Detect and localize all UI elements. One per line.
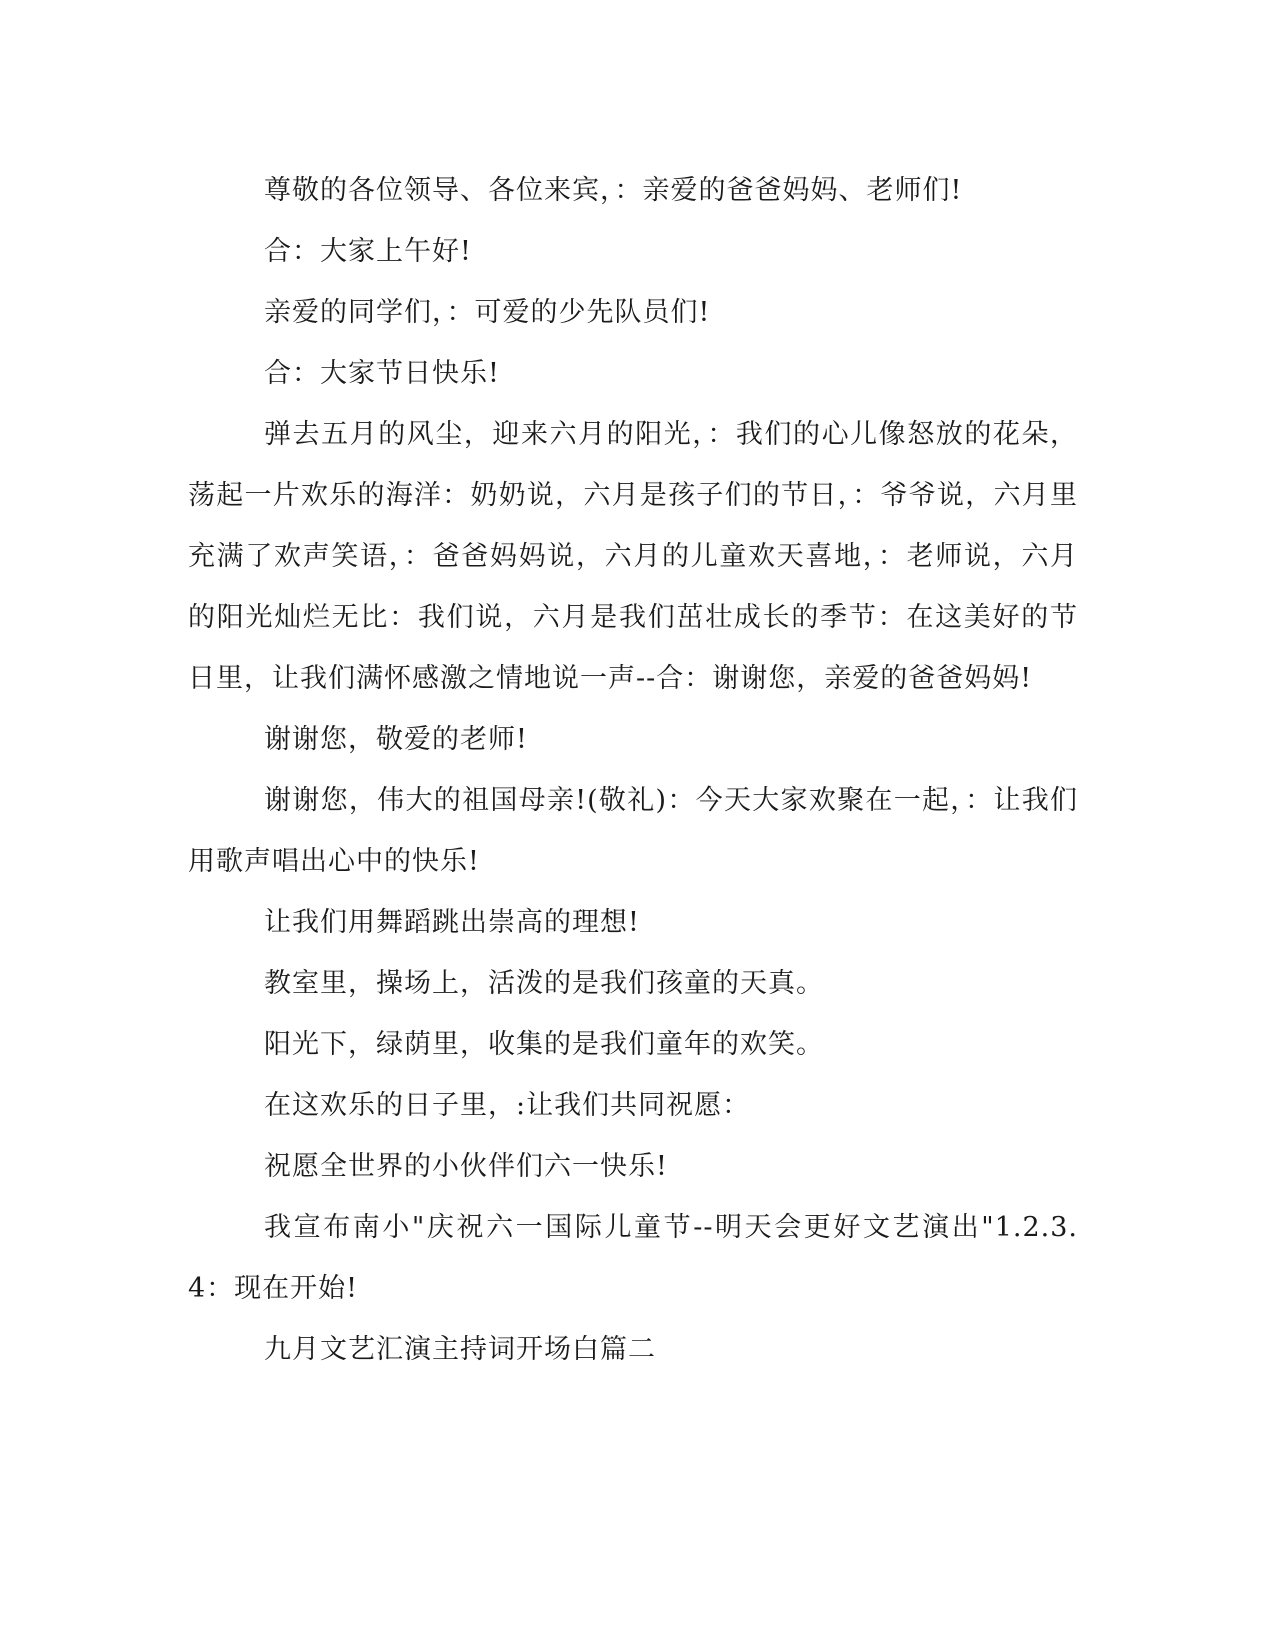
paragraph-announcement: 我宣布南小"庆祝六一国际儿童节--明天会更好文艺演出"1.2.3.4：现在开始! [188, 1212, 1078, 1304]
paragraph-dance: 让我们用舞蹈跳出崇高的理想! [264, 907, 640, 938]
paragraph-thank-motherland: 谢谢您，伟大的祖国母亲!(敬礼)：今天大家欢聚在一起，：让我们用歌声唱出心中的快乐! [188, 785, 1078, 877]
paragraph-sunlight: 阳光下，绿荫里，收集的是我们童年的欢笑。 [264, 1029, 824, 1060]
paragraph-classmates: 亲爱的同学们，：可爱的少先队员们! [264, 297, 711, 328]
paragraph-june-sunshine: 弹去五月的风尘，迎来六月的阳光，：我们的心儿像怒放的花朵，荡起一片欢乐的海洋：奶奶说，六月是孩子们的节日，：爷爷说，六月里充满了欢声笑语，：爸爸妈妈说，六月的儿童欢天喜地，：老师说，六月的阳光灿烂无比：我们说，六月是我们茁壮成长的季节：在这美好的节日里，让我们满怀感激之情地说一声--合：谢谢您，亲爱的爸爸妈妈! [188, 419, 1078, 694]
paragraph-good-morning: 合：大家上午好! [264, 236, 472, 267]
paragraph-happy-holiday: 合：大家节日快乐! [264, 358, 500, 389]
paragraph-thank-teacher: 谢谢您，敬爱的老师! [264, 724, 528, 755]
paragraph-section-title: 九月文艺汇演主持词开场白篇二 [264, 1334, 656, 1365]
paragraph-greeting: 尊敬的各位领导、各位来宾，：亲爱的爸爸妈妈、老师们! [264, 175, 963, 206]
paragraph-classroom: 教室里，操场上，活泼的是我们孩童的天真。 [264, 968, 824, 999]
paragraph-wish-intro: 在这欢乐的日子里，:让我们共同祝愿： [264, 1090, 751, 1121]
paragraph-wish: 祝愿全世界的小伙伴们六一快乐! [264, 1151, 668, 1182]
document-body [188, 160, 1078, 1380]
